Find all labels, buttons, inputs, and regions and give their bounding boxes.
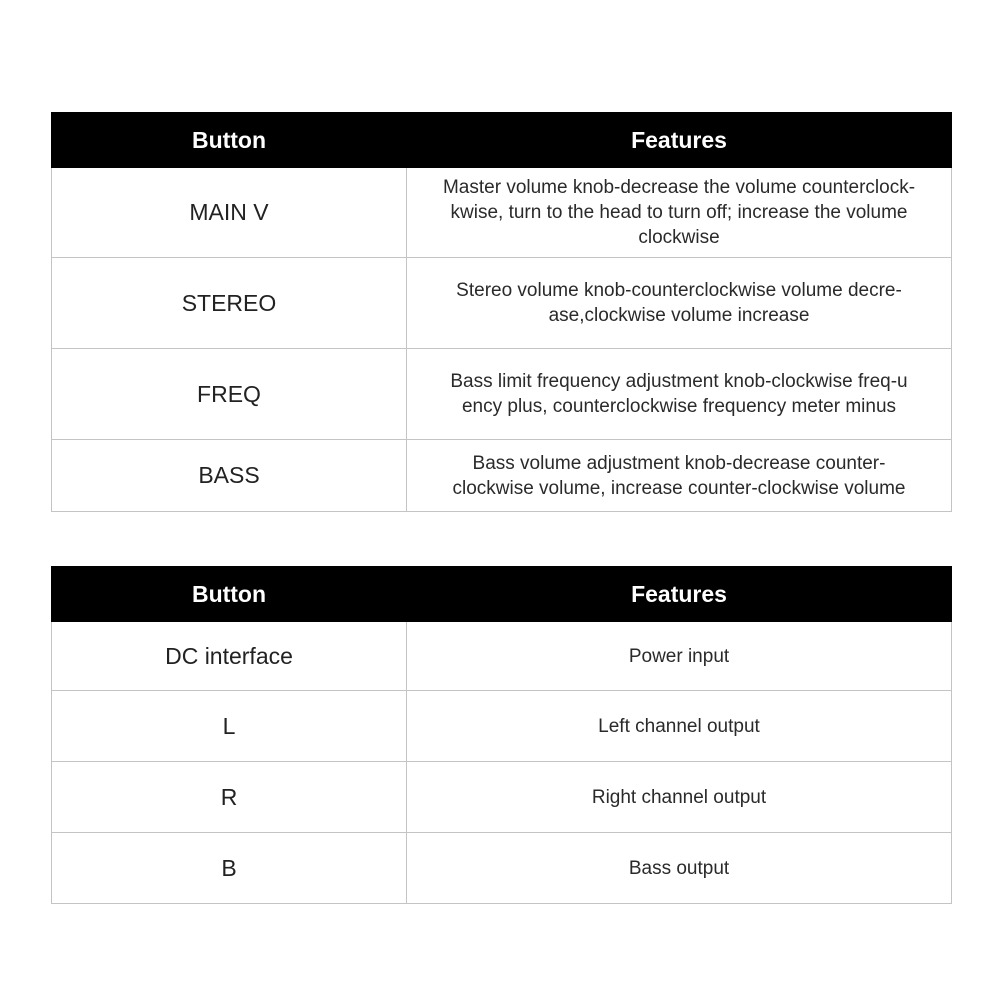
button-cell: B — [52, 833, 407, 904]
table-row — [52, 168, 952, 258]
button-cell: FREQ — [52, 349, 407, 440]
button-cell: BASS — [52, 440, 407, 512]
feature-cell — [407, 258, 952, 349]
table-row — [52, 691, 952, 762]
table-header-row — [52, 567, 952, 622]
feature-cell — [407, 440, 952, 512]
table-row — [52, 258, 952, 349]
feature-line: Power input — [628, 645, 730, 667]
feature-cell — [407, 349, 952, 440]
button-cell: DC interface — [52, 622, 407, 691]
table-row — [52, 833, 952, 904]
column-header-button: Button — [52, 567, 407, 622]
table-row — [52, 622, 952, 691]
feature-line: Bass volume adjustment knob-decrease counter- — [472, 452, 886, 474]
feature-line: Stereo volume knob-counterclockwise volume decre- — [456, 280, 902, 301]
feature-line: ase,clockwise volume increase — [548, 305, 810, 326]
feature-line: clockwise — [638, 227, 720, 248]
feature-cell — [407, 622, 952, 691]
feature-line: ency plus, counterclockwise frequency meter minus — [461, 396, 897, 417]
feature-line: Bass output — [628, 857, 730, 879]
column-header-features: Features — [407, 567, 952, 622]
controls-table — [51, 112, 952, 512]
column-header-button: Button — [52, 113, 407, 168]
button-cell: MAIN V — [52, 168, 407, 258]
table-row — [52, 349, 952, 440]
button-cell: STEREO — [52, 258, 407, 349]
feature-line: kwise, turn to the head to turn off; increase the volume — [450, 202, 908, 223]
table-row — [52, 440, 952, 512]
feature-cell — [407, 762, 952, 833]
feature-line: Left channel output — [598, 715, 760, 737]
button-cell: L — [52, 691, 407, 762]
button-cell: R — [52, 762, 407, 833]
feature-cell — [407, 691, 952, 762]
feature-cell — [407, 833, 952, 904]
table-row — [52, 762, 952, 833]
ports-table — [51, 566, 952, 904]
column-header-features: Features — [407, 113, 952, 168]
feature-line: Bass limit frequency adjustment knob-clockwise freq-u — [450, 371, 908, 392]
feature-line: clockwise volume, increase counter-clockwise volume — [452, 477, 906, 499]
table-header-row — [52, 113, 952, 168]
feature-cell — [407, 168, 952, 258]
feature-line: Master volume knob-decrease the volume counterclock- — [442, 177, 916, 198]
feature-line: Right channel output — [591, 786, 767, 808]
